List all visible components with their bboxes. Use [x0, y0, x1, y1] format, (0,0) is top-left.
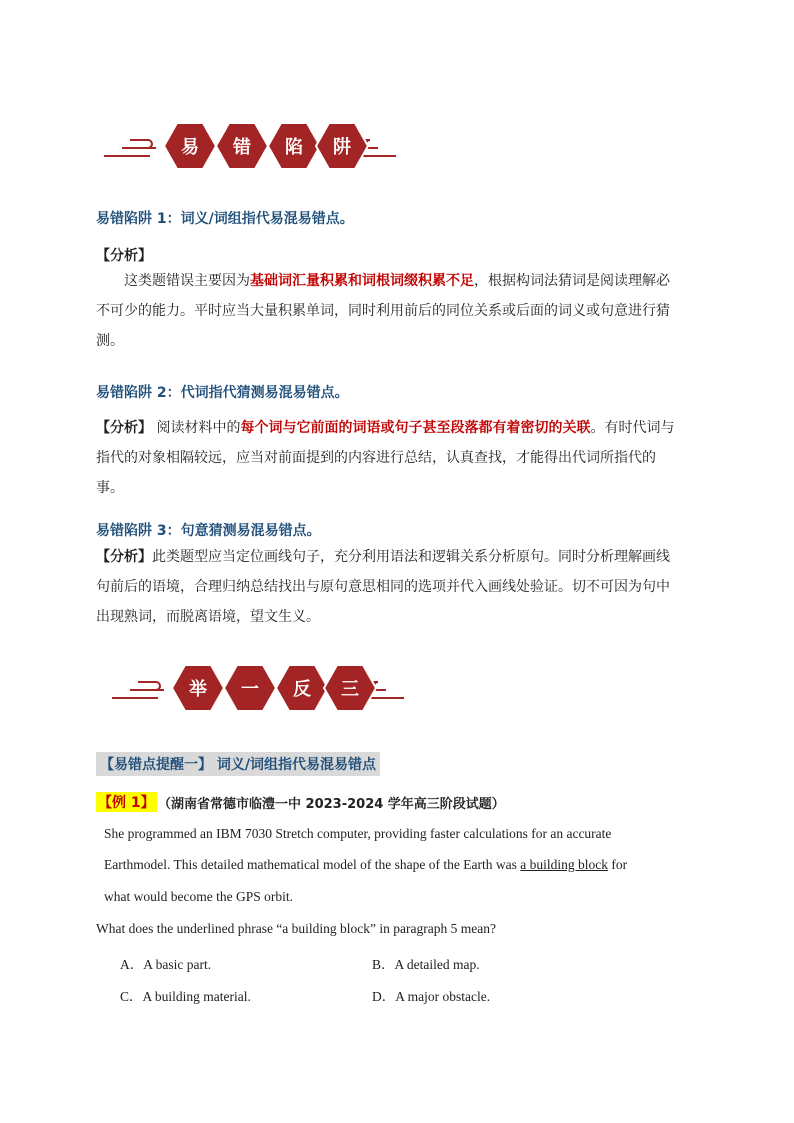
- trap-3-line-1: 【分析】此类题型应当定位画线句子，充分利用语法和逻辑关系分析原句。同时分析理解画线: [96, 549, 670, 565]
- passage-line-1: She programmed an IBM 7030 Stretch computer, providing faster calculations for an accurate: [104, 826, 612, 841]
- trap-2-highlight: 每个词与它前面的词语或句子甚至段落都有着密切的关联: [240, 420, 591, 436]
- option-c[interactable]: C．A building material.: [120, 989, 251, 1004]
- section-banner-examples: [108, 660, 408, 720]
- underlined-phrase: a building block: [520, 857, 608, 872]
- banner-char: 易: [181, 137, 199, 158]
- trap-1-paragraph: [96, 266, 676, 356]
- passage-line-2: Earthmodel. This detailed mathematical model of the shape of the Earth was a building block for: [104, 857, 628, 872]
- analysis-tag: 【分析】: [96, 248, 152, 264]
- trap-2-line-1: 【分析】 阅读材料中的每个词与它前面的词语或句子甚至段落都有着密切的关联。有时代词与: [96, 420, 675, 436]
- hint-heading: 【易错点提醒一】 词义/词组指代易混易错点: [96, 752, 380, 776]
- trap-2-paragraph: [96, 413, 676, 503]
- trap-1-line-3: 测。: [96, 333, 124, 349]
- trap-1-highlight: 基础词汇量积累和词根词缀积累不足: [250, 273, 474, 289]
- banner-char: 三: [341, 679, 359, 700]
- trap-3-line-3: 出现熟词，而脱离语境，望文生义。: [96, 609, 320, 625]
- trap-2-line-2: 指代的对象相隔较远，应当对前面提到的内容进行总结，认真查找，才能得出代词所指代的事。: [96, 450, 656, 496]
- section-banner-traps: [100, 118, 400, 178]
- banner-char: 阱: [333, 137, 351, 158]
- option-b[interactable]: B．A detailed map.: [372, 957, 480, 972]
- example-source: （湖南省常德市临澧一中 2023-2024 学年高三阶段试题）: [158, 797, 505, 812]
- trap-1-line-2: 不可少的能力。平时应当大量积累单词，同时利用前后的同位关系或后面的词义或句意进行猜: [96, 303, 670, 319]
- banner-char: 陷: [285, 137, 303, 158]
- trap-2-title: 易错陷阱 2：代词指代猜测易混易错点。: [96, 385, 349, 401]
- trap-3-paragraph: [96, 542, 676, 632]
- option-d[interactable]: D．A major obstacle.: [372, 989, 491, 1004]
- option-a[interactable]: A．A basic part.: [120, 957, 212, 972]
- example-tag: 【例 1】: [96, 792, 157, 812]
- question-text: What does the underlined phrase “a building block” in paragraph 5 mean?: [96, 921, 496, 936]
- trap-3-line-2: 句前后的语境，合理归纳总结找出与原句意思相同的选项并代入画线处验证。切不可因为句中: [96, 579, 670, 595]
- trap-1-line-1: 这类题错误主要因为基础词汇量积累和词根词缀积累不足，根据构词法猜词是阅读理解必: [124, 273, 670, 289]
- banner-char: 错: [233, 137, 251, 158]
- trap-1-title: 易错陷阱 1：词义/词组指代易混易错点。: [96, 211, 354, 227]
- banner-char: 反: [293, 679, 311, 700]
- trap-3-title: 易错陷阱 3：句意猜测易混易错点。: [96, 523, 321, 539]
- passage-line-3: what would become the GPS orbit.: [104, 889, 293, 904]
- banner-char: 举: [189, 679, 207, 700]
- banner-char: 一: [241, 679, 259, 700]
